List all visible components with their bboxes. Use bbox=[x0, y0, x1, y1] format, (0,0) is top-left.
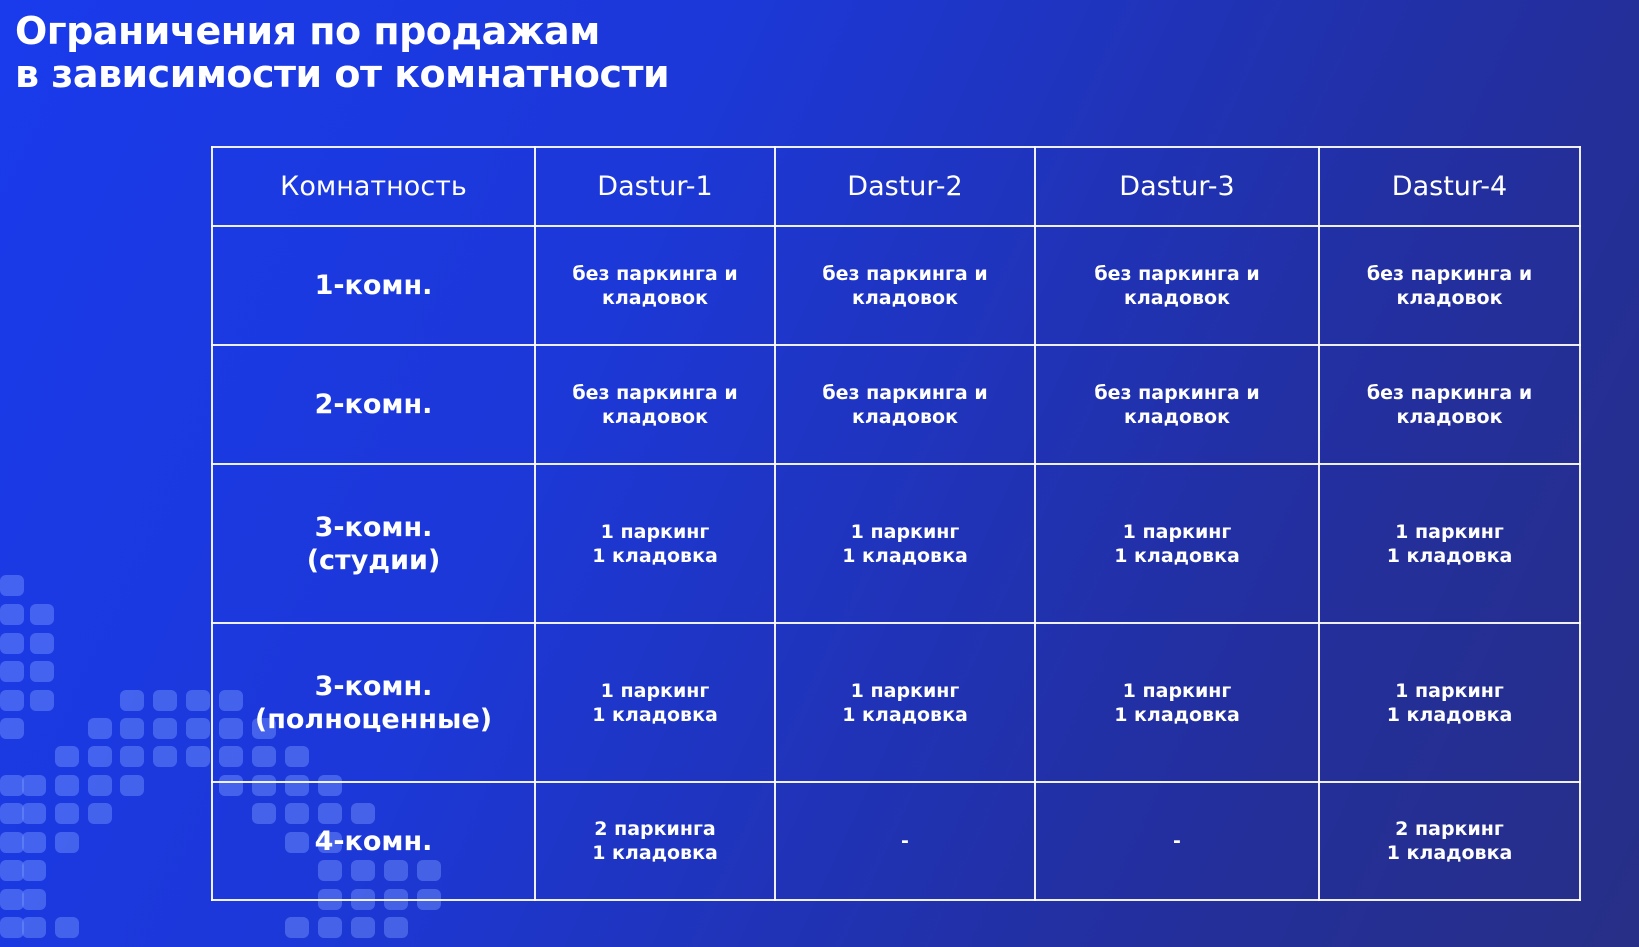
restriction-line: - bbox=[901, 830, 909, 852]
decorative-dot bbox=[0, 690, 24, 711]
restriction-line: 1 кладовка bbox=[592, 703, 718, 726]
decorative-dot bbox=[0, 917, 24, 938]
decorative-dot bbox=[55, 775, 79, 796]
decorative-dot bbox=[120, 746, 144, 767]
restriction-cell bbox=[535, 345, 775, 464]
decorative-dot bbox=[55, 917, 79, 938]
decorative-dot bbox=[318, 917, 342, 938]
restriction-cell bbox=[1035, 782, 1319, 900]
restriction-line: 1 кладовка bbox=[592, 544, 718, 567]
restriction-line: 1 кладовка bbox=[842, 703, 968, 726]
restriction-cell bbox=[775, 782, 1035, 900]
restriction-cell bbox=[775, 623, 1035, 782]
header-dastur-4: Dastur-4 bbox=[1319, 147, 1580, 226]
restriction-cell bbox=[1319, 782, 1580, 900]
room-type-label: 3-комн. bbox=[314, 670, 433, 702]
restriction-line: 1 кладовка bbox=[1386, 842, 1513, 864]
header-room-count: Комнатность bbox=[212, 147, 535, 226]
decorative-dot bbox=[0, 860, 24, 881]
decorative-dot bbox=[186, 746, 210, 767]
table-row bbox=[212, 782, 1580, 900]
decorative-dot bbox=[153, 690, 177, 711]
decorative-dot bbox=[0, 775, 24, 796]
restriction-line: - bbox=[1173, 830, 1181, 852]
restriction-line: без паркинга и bbox=[1094, 381, 1260, 404]
restriction-cell bbox=[1319, 226, 1580, 345]
restriction-line: 1 кладовка bbox=[1114, 703, 1240, 726]
restriction-cell bbox=[1035, 464, 1319, 623]
decorative-dot bbox=[55, 803, 79, 824]
decorative-dot bbox=[0, 803, 24, 824]
decorative-dot bbox=[22, 775, 46, 796]
restriction-line: 1 кладовка bbox=[842, 544, 968, 567]
restriction-line: без паркинга и bbox=[822, 262, 988, 285]
decorative-dot bbox=[22, 889, 46, 910]
decorative-dot bbox=[55, 746, 79, 767]
restriction-line: 2 паркинг bbox=[1395, 818, 1504, 840]
table-row bbox=[212, 623, 1580, 782]
decorative-dot bbox=[0, 661, 24, 682]
restriction-cell bbox=[1035, 623, 1319, 782]
restriction-line: 1 паркинг bbox=[1395, 679, 1504, 702]
restriction-line: кладовок bbox=[1396, 286, 1503, 309]
slide-title-line-2: в зависимости от комнатности bbox=[15, 52, 670, 96]
decorative-dot bbox=[0, 832, 24, 853]
restriction-line: без паркинга и bbox=[572, 262, 738, 285]
slide-title-line-1: Ограничения по продажам bbox=[15, 9, 600, 53]
restriction-line: 1 паркинг bbox=[1122, 679, 1232, 702]
room-type-cell bbox=[212, 464, 535, 623]
table-row bbox=[212, 345, 1580, 464]
room-type-sublabel: (студии) bbox=[306, 544, 441, 576]
restriction-cell bbox=[535, 464, 775, 623]
header-dastur-1: Dastur-1 bbox=[535, 147, 775, 226]
decorative-dot bbox=[88, 746, 112, 767]
restriction-cell bbox=[535, 226, 775, 345]
decorative-dot bbox=[120, 775, 144, 796]
restriction-line: 1 кладовка bbox=[592, 842, 718, 864]
table-row bbox=[212, 226, 1580, 345]
restriction-line: 1 паркинг bbox=[1122, 520, 1232, 543]
restriction-cell bbox=[1035, 226, 1319, 345]
restriction-cell bbox=[535, 782, 775, 900]
restriction-line: кладовок bbox=[1123, 405, 1230, 428]
sales-restrictions-table bbox=[211, 146, 1581, 901]
decorative-dot bbox=[186, 690, 210, 711]
decorative-dot bbox=[0, 633, 24, 654]
decorative-dot bbox=[120, 718, 144, 739]
decorative-dot bbox=[0, 575, 24, 596]
decorative-dot bbox=[22, 917, 46, 938]
room-type-label: 2-комн. bbox=[314, 389, 433, 420]
restriction-line: 1 паркинг bbox=[600, 679, 710, 702]
decorative-dot bbox=[30, 690, 54, 711]
decorative-dot bbox=[22, 860, 46, 881]
restriction-line: кладовок bbox=[851, 405, 958, 428]
decorative-dot bbox=[0, 889, 24, 910]
decorative-dot bbox=[88, 803, 112, 824]
decorative-dot bbox=[55, 832, 79, 853]
decorative-dot bbox=[384, 917, 408, 938]
decorative-dot bbox=[88, 718, 112, 739]
room-type-label: 3-комн. bbox=[314, 511, 433, 543]
decorative-dot bbox=[88, 775, 112, 796]
decorative-dot bbox=[153, 746, 177, 767]
restriction-line: 1 кладовка bbox=[1386, 544, 1513, 567]
restriction-line: кладовок bbox=[1396, 405, 1503, 428]
room-type-label: 1-комн. bbox=[314, 270, 433, 301]
header-dastur-2: Dastur-2 bbox=[775, 147, 1035, 226]
restriction-cell bbox=[1319, 345, 1580, 464]
restriction-line: 1 паркинг bbox=[1395, 520, 1504, 543]
restriction-cell bbox=[1319, 623, 1580, 782]
decorative-dot bbox=[0, 604, 24, 625]
room-type-sublabel: (полноценные) bbox=[254, 703, 493, 735]
restriction-line: 1 кладовка bbox=[1114, 544, 1240, 567]
decorative-dot bbox=[30, 633, 54, 654]
decorative-dot bbox=[186, 718, 210, 739]
table-row bbox=[212, 464, 1580, 623]
room-type-label: 4-комн. bbox=[314, 825, 433, 857]
decorative-dot bbox=[30, 661, 54, 682]
restriction-line: кладовок bbox=[601, 405, 708, 428]
restriction-line: 1 паркинг bbox=[600, 520, 710, 543]
restriction-line: 1 кладовка bbox=[1386, 703, 1513, 726]
restriction-line: без паркинга и bbox=[822, 381, 988, 404]
restriction-line: без паркинга и bbox=[1094, 262, 1260, 285]
room-type-cell bbox=[212, 345, 535, 464]
room-type-cell bbox=[212, 623, 535, 782]
decorative-dot bbox=[22, 832, 46, 853]
decorative-dot bbox=[22, 803, 46, 824]
restriction-cell bbox=[775, 345, 1035, 464]
restriction-line: кладовок bbox=[601, 286, 708, 309]
restriction-cell bbox=[775, 226, 1035, 345]
header-dastur-3: Dastur-3 bbox=[1035, 147, 1319, 226]
restriction-cell bbox=[1035, 345, 1319, 464]
restriction-line: 1 паркинг bbox=[850, 679, 960, 702]
restriction-line: без паркинга и bbox=[1366, 262, 1533, 285]
restriction-line: кладовок bbox=[851, 286, 958, 309]
decorative-dot bbox=[351, 917, 375, 938]
restriction-line: 1 паркинг bbox=[850, 520, 960, 543]
decorative-dot bbox=[285, 917, 309, 938]
slide-title bbox=[15, 10, 669, 96]
restriction-line: без паркинга и bbox=[1366, 381, 1533, 404]
restriction-line: 2 паркинга bbox=[594, 818, 716, 840]
decorative-dot bbox=[0, 718, 24, 739]
restriction-line: без паркинга и bbox=[572, 381, 738, 404]
decorative-dot bbox=[153, 718, 177, 739]
room-type-cell bbox=[212, 226, 535, 345]
restriction-cell bbox=[775, 464, 1035, 623]
table-header-row bbox=[212, 147, 1580, 226]
decorative-dot bbox=[120, 690, 144, 711]
restriction-line: кладовок bbox=[1123, 286, 1230, 309]
restriction-cell bbox=[1319, 464, 1580, 623]
restriction-cell bbox=[535, 623, 775, 782]
room-type-cell bbox=[212, 782, 535, 900]
decorative-dot bbox=[30, 604, 54, 625]
